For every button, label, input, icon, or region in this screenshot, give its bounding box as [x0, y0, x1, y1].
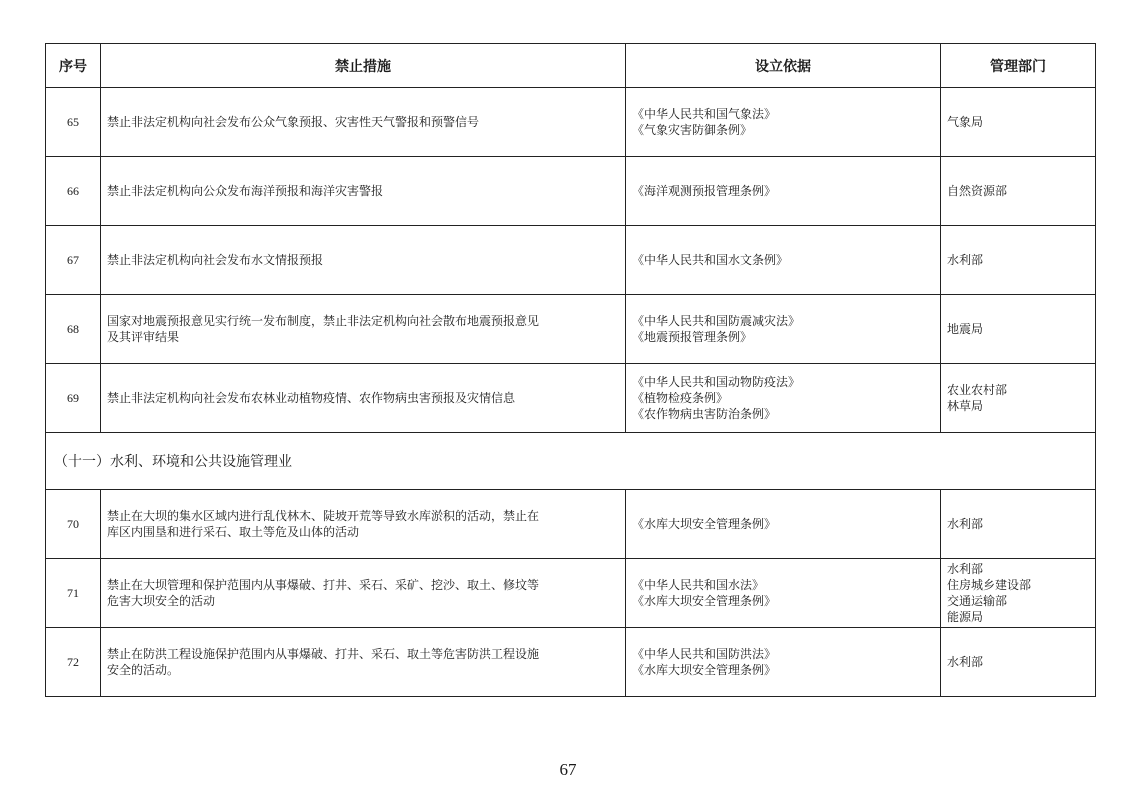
- measure-cell: [101, 490, 626, 559]
- dept-cell: [941, 295, 1096, 364]
- table-row: [46, 88, 1096, 157]
- dept-cell: [941, 88, 1096, 157]
- header-dept: 管理部门: [941, 44, 1096, 88]
- dept-line: 水利部: [947, 253, 984, 267]
- table-header-row: [46, 44, 1096, 88]
- dept-line: 水利部: [947, 655, 984, 669]
- dept-cell: [941, 628, 1096, 697]
- basis-line: 《气象灾害防御条例》: [632, 123, 753, 137]
- dept-cell: [941, 490, 1096, 559]
- measure-line: 及其评审结果: [107, 330, 180, 344]
- dept-line: 能源局: [947, 610, 984, 624]
- row-number: 65: [46, 88, 101, 157]
- header-basis: 设立依据: [626, 44, 941, 88]
- basis-line: 《中华人民共和国气象法》: [632, 107, 777, 121]
- header-no: 序号: [46, 44, 101, 88]
- measure-line: 禁止在大坝的集水区域内进行乱伐林木、陡坡开荒等导致水库淤积的活动，禁止在: [107, 509, 540, 523]
- measure-cell: [101, 628, 626, 697]
- basis-line: 《中华人民共和国防震减灾法》: [632, 314, 801, 328]
- basis-line: 《水库大坝安全管理条例》: [632, 517, 777, 531]
- table-row: [46, 364, 1096, 433]
- measure-line: 禁止非法定机构向社会发布公众气象预报、灾害性天气警报和预警信号: [107, 115, 480, 129]
- basis-cell: [626, 490, 941, 559]
- dept-cell: [941, 226, 1096, 295]
- table-body-b: [46, 490, 1096, 697]
- dept-line: 住房城乡建设部: [947, 578, 1032, 592]
- row-number: 68: [46, 295, 101, 364]
- measure-cell: [101, 364, 626, 433]
- basis-cell: [626, 295, 941, 364]
- measure-line: 禁止非法定机构向社会发布农林业动植物疫情、农作物病虫害预报及灾情信息: [107, 391, 516, 405]
- basis-line: 《中华人民共和国水文条例》: [632, 253, 789, 267]
- dept-line: 自然资源部: [947, 184, 1008, 198]
- section-row: [46, 433, 1096, 490]
- header-measure: 禁止措施: [101, 44, 626, 88]
- measure-line: 库区内围垦和进行采石、取土等危及山体的活动: [107, 525, 360, 539]
- dept-cell: [941, 559, 1096, 628]
- basis-line: 《农作物病虫害防治条例》: [632, 407, 777, 421]
- basis-cell: [626, 88, 941, 157]
- basis-line: 《海洋观测预报管理条例》: [632, 184, 777, 198]
- basis-line: 《水库大坝安全管理条例》: [632, 594, 777, 608]
- table-row: [46, 490, 1096, 559]
- measure-line: 禁止在防洪工程设施保护范围内从事爆破、打井、采石、取土等危害防洪工程设施: [107, 647, 540, 661]
- basis-line: 《中华人民共和国防洪法》: [632, 647, 777, 661]
- basis-cell: [626, 364, 941, 433]
- measure-line: 危害大坝安全的活动: [107, 594, 216, 608]
- measure-cell: [101, 226, 626, 295]
- table-row: [46, 226, 1096, 295]
- prohibition-table: [45, 43, 1096, 697]
- basis-cell: [626, 157, 941, 226]
- dept-cell: [941, 364, 1096, 433]
- basis-cell: [626, 226, 941, 295]
- basis-line: 《地震预报管理条例》: [632, 330, 753, 344]
- table-row: [46, 559, 1096, 628]
- dept-line: 地震局: [947, 322, 984, 336]
- dept-line: 气象局: [947, 115, 984, 129]
- measure-cell: [101, 559, 626, 628]
- measure-line: 禁止非法定机构向公众发布海洋预报和海洋灾害警报: [107, 184, 384, 198]
- measure-cell: [101, 295, 626, 364]
- table-body-a: [46, 88, 1096, 433]
- basis-line: 《水库大坝安全管理条例》: [632, 663, 777, 677]
- section-body: [46, 433, 1096, 490]
- row-number: 71: [46, 559, 101, 628]
- measure-line: 安全的活动。: [107, 663, 180, 677]
- row-number: 70: [46, 490, 101, 559]
- section-title: （十一）水利、环境和公共设施管理业: [46, 433, 1096, 490]
- basis-line: 《中华人民共和国动物防疫法》: [632, 375, 801, 389]
- page-number: 67: [559, 760, 577, 779]
- row-number: 67: [46, 226, 101, 295]
- table-row: [46, 628, 1096, 697]
- basis-cell: [626, 559, 941, 628]
- dept-line: 水利部: [947, 562, 984, 576]
- table-row: [46, 157, 1096, 226]
- measure-line: 禁止非法定机构向社会发布水文情报预报: [107, 253, 324, 267]
- dept-line: 农业农村部: [947, 383, 1008, 397]
- measure-cell: [101, 88, 626, 157]
- dept-line: 林草局: [947, 399, 984, 413]
- measure-line: 禁止在大坝管理和保护范围内从事爆破、打井、采石、采矿、挖沙、取土、修坟等: [107, 578, 540, 592]
- measure-line: 国家对地震预报意见实行统一发布制度，禁止非法定机构向社会散布地震预报意见: [107, 314, 540, 328]
- dept-cell: [941, 157, 1096, 226]
- row-number: 72: [46, 628, 101, 697]
- basis-line: 《中华人民共和国水法》: [632, 578, 765, 592]
- basis-cell: [626, 628, 941, 697]
- dept-line: 交通运输部: [947, 594, 1008, 608]
- dept-line: 水利部: [947, 517, 984, 531]
- row-number: 66: [46, 157, 101, 226]
- table-row: [46, 295, 1096, 364]
- basis-line: 《植物检疫条例》: [632, 391, 729, 405]
- row-number: 69: [46, 364, 101, 433]
- measure-cell: [101, 157, 626, 226]
